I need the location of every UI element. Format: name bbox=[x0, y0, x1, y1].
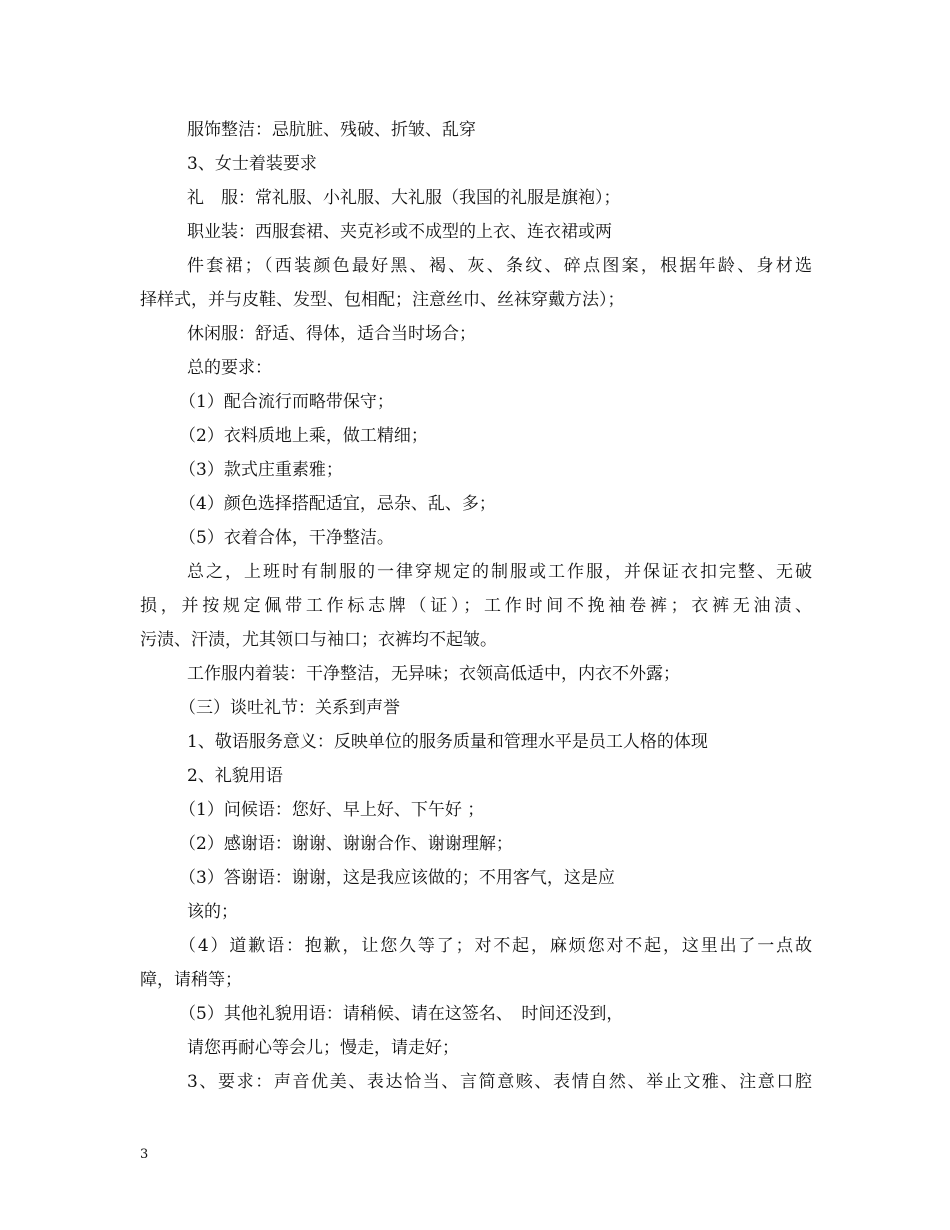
text-line: 总的要求： bbox=[187, 358, 272, 378]
list-item: （4）道歉语：抱歉，让您久等了；对不起，麻烦您对不起，这里出了一点故 bbox=[179, 936, 812, 956]
text-line: 3、女士着装要求 bbox=[187, 154, 317, 174]
list-item: （5）其他礼貌用语：请稍候、请在这签名、 时间还没到， bbox=[179, 1004, 624, 1024]
text-line: 障，请稍等； bbox=[140, 970, 242, 990]
list-item: （5）衣着合体，干净整洁。 bbox=[179, 528, 394, 548]
text-line: 职业装：西服套裙、夹克衫或不成型的上衣、连衣裙或两 bbox=[187, 222, 612, 242]
text-line: 3、要求：声音优美、表达恰当、言简意赅、表情自然、举止文雅、注意口腔 bbox=[187, 1072, 812, 1092]
list-item: （3）答谢语：谢谢，这是我应该做的；不用客气，这是应 bbox=[179, 868, 615, 888]
text-line: 该的； bbox=[187, 902, 238, 922]
text-line: 损，并按规定佩带工作标志牌（证）；工作时间不挽袖卷裤；衣裤无油渍、 bbox=[140, 596, 812, 616]
section-heading: （三）谈吐礼节：关系到声誉 bbox=[179, 698, 400, 718]
text-line: 件套裙；（西装颜色最好黑、褐、灰、条纹、碎点图案，根据年龄、身材选 bbox=[187, 256, 812, 276]
text-line: 礼 服：常礼服、小礼服、大礼服（我国的礼服是旗袍）； bbox=[187, 188, 621, 208]
text-line: 2、礼貌用语 bbox=[187, 766, 283, 786]
text-line: 总之，上班时有制服的一律穿规定的制服或工作服，并保证衣扣完整、无破 bbox=[187, 562, 812, 582]
text-line: 1、敬语服务意义：反映单位的服务质量和管理水平是员工人格的体现 bbox=[187, 732, 708, 752]
text-line: 请您再耐心等会儿；慢走，请走好； bbox=[187, 1038, 459, 1058]
text-line: 休闲服：舒适、得体，适合当时场合； bbox=[187, 324, 476, 344]
text-line: 污渍、汗渍，尤其领口与袖口；衣裤均不起皱。 bbox=[140, 630, 497, 650]
page-number: 3 bbox=[140, 1147, 149, 1162]
text-line: 择样式，并与皮鞋、发型、包相配；注意丝巾、丝袜穿戴方法）； bbox=[140, 290, 625, 310]
list-item: （1）问候语：您好、早上好、下午好 ； bbox=[179, 800, 485, 820]
list-item: （2）衣料质地上乘，做工精细； bbox=[179, 426, 428, 446]
list-item: （2）感谢语：谢谢、谢谢合作、谢谢理解； bbox=[179, 834, 513, 854]
text-line: 服饰整洁：忌肮脏、残破、折皱、乱穿 bbox=[187, 120, 476, 140]
list-item: （3）款式庄重素雅； bbox=[179, 460, 343, 480]
text-line: 工作服内着装：干净整洁，无异味；衣领高低适中，内衣不外露； bbox=[187, 664, 680, 684]
list-item: （4）颜色选择搭配适宜，忌杂、乱、多； bbox=[179, 494, 496, 514]
list-item: （1）配合流行而略带保守； bbox=[179, 392, 394, 412]
